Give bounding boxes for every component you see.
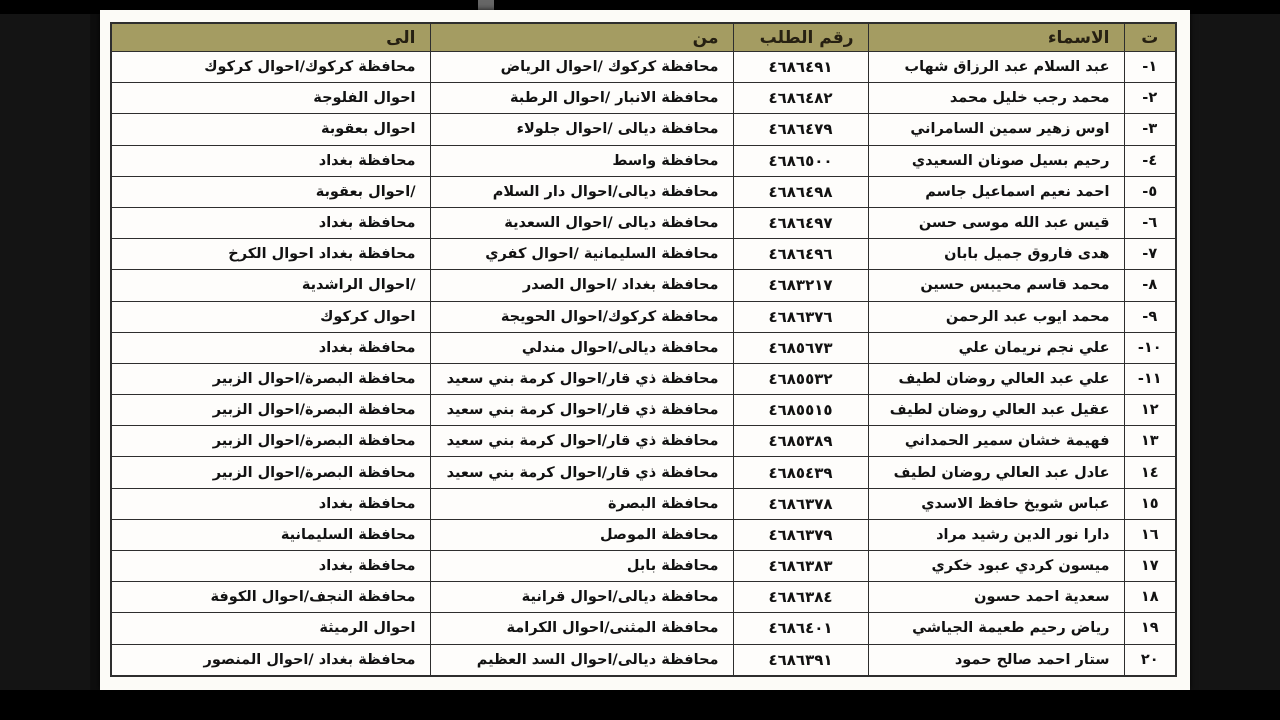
cell-name: ميسون كردي عبود خكري	[868, 551, 1124, 582]
table-row	[111, 176, 1176, 207]
cell-name: فهيمة خشان سمير الحمداني	[868, 426, 1124, 457]
cell-name: احمد نعيم اسماعيل جاسم	[868, 176, 1124, 207]
table-row	[111, 644, 1176, 676]
cell-serial: ١٥	[1124, 488, 1176, 519]
cell-serial: ١٤	[1124, 457, 1176, 488]
table-row	[111, 582, 1176, 613]
table-row	[111, 114, 1176, 145]
table-row	[111, 519, 1176, 550]
cell-request-number: ٤٦٨٦٤٨٢	[733, 83, 868, 114]
cell-to: محافظة البصرة/احوال الزبير	[111, 363, 430, 394]
col-header-serial: ت	[1124, 23, 1176, 52]
cell-from: محافظة الموصل	[430, 519, 733, 550]
cell-request-number: ٤٦٨٥٤٣٩	[733, 457, 868, 488]
table-row	[111, 363, 1176, 394]
cell-from: محافظة المثنى/احوال الكرامة	[430, 613, 733, 644]
cell-to: محافظة البصرة/احوال الزبير	[111, 457, 430, 488]
cell-from: محافظة ديالى /احوال جلولاء	[430, 114, 733, 145]
cell-request-number: ٤٦٨٦٥٠٠	[733, 145, 868, 176]
cell-serial: ١٩	[1124, 613, 1176, 644]
cell-name: عقيل عبد العالي روضان لطيف	[868, 395, 1124, 426]
cell-name: رياض رحيم طعيمة الجياشي	[868, 613, 1124, 644]
table-row	[111, 332, 1176, 363]
cell-to: محافظة كركوك/احوال كركوك	[111, 52, 430, 83]
cell-from: محافظة كركوك /احوال الرياض	[430, 52, 733, 83]
cell-to: محافظة النجف/احوال الكوفة	[111, 582, 430, 613]
cell-name: عبد السلام عبد الرزاق شهاب	[868, 52, 1124, 83]
cell-request-number: ٤٦٨٦٣٧٩	[733, 519, 868, 550]
cell-to: احوال الرميثة	[111, 613, 430, 644]
cell-name: اوس زهير سمين السامراني	[868, 114, 1124, 145]
cell-serial: ٨-	[1124, 270, 1176, 301]
cell-name: ستار احمد صالح حمود	[868, 644, 1124, 676]
cell-to: /احوال الراشدية	[111, 270, 430, 301]
cell-request-number: ٤٦٨٥٦٧٣	[733, 332, 868, 363]
left-letterbox	[0, 0, 90, 720]
col-header-names: الاسماء	[868, 23, 1124, 52]
cell-serial: ٩-	[1124, 301, 1176, 332]
table-row	[111, 395, 1176, 426]
transfer-requests-table	[110, 22, 1177, 677]
cell-request-number: ٤٦٨٥٥١٥	[733, 395, 868, 426]
cell-from: محافظة الانبار /احوال الرطبة	[430, 83, 733, 114]
cell-request-number: ٤٦٨٦٣٧٦	[733, 301, 868, 332]
cell-to: محافظة بغداد احوال الكرخ	[111, 239, 430, 270]
cell-from: محافظة ديالى/احوال مندلي	[430, 332, 733, 363]
letterbox-bottom	[0, 690, 1280, 720]
cell-serial: ١٢	[1124, 395, 1176, 426]
cell-request-number: ٤٦٨٦٣٧٨	[733, 488, 868, 519]
cell-serial: ١٠-	[1124, 332, 1176, 363]
cell-name: عادل عبد العالي روضان لطيف	[868, 457, 1124, 488]
table-row	[111, 83, 1176, 114]
table-row	[111, 207, 1176, 238]
cell-name: محمد ايوب عبد الرحمن	[868, 301, 1124, 332]
cell-serial: ١٦	[1124, 519, 1176, 550]
cell-name: دارا نور الدين رشيد مراد	[868, 519, 1124, 550]
cell-to: احوال بعقوبة	[111, 114, 430, 145]
table-row	[111, 239, 1176, 270]
cell-to: محافظة بغداد /احوال المنصور	[111, 644, 430, 676]
cell-to: محافظة بغداد	[111, 145, 430, 176]
cell-to: محافظة بغداد	[111, 551, 430, 582]
cell-from: محافظة السليمانية /احوال كفري	[430, 239, 733, 270]
cell-request-number: ٤٦٨٦٣٩١	[733, 644, 868, 676]
cell-name: هدى فاروق جميل بابان	[868, 239, 1124, 270]
cell-to: محافظة البصرة/احوال الزبير	[111, 395, 430, 426]
cell-name: عباس شويخ حافظ الاسدي	[868, 488, 1124, 519]
cell-to: محافظة بغداد	[111, 207, 430, 238]
cell-to: محافظة السليمانية	[111, 519, 430, 550]
cell-from: محافظة ذي قار/احوال كرمة بني سعيد	[430, 363, 733, 394]
cell-request-number: ٤٦٨٥٣٨٩	[733, 426, 868, 457]
cell-to: احوال الفلوجة	[111, 83, 430, 114]
col-header-to: الى	[111, 23, 430, 52]
cell-serial: ٥-	[1124, 176, 1176, 207]
col-header-from: من	[430, 23, 733, 52]
cell-serial: ١٣	[1124, 426, 1176, 457]
cell-name: رحيم بسيل صونان السعيدي	[868, 145, 1124, 176]
cell-serial: ١-	[1124, 52, 1176, 83]
cell-serial: ٢-	[1124, 83, 1176, 114]
table-row	[111, 613, 1176, 644]
cell-request-number: ٤٦٨٦٤٩٦	[733, 239, 868, 270]
cell-to: /احوال بعقوبة	[111, 176, 430, 207]
cell-serial: ٢٠	[1124, 644, 1176, 676]
cell-from: محافظة ديالى /احوال السعدية	[430, 207, 733, 238]
table-row	[111, 270, 1176, 301]
cell-from: محافظة ديالى/احوال قرانية	[430, 582, 733, 613]
cell-from: محافظة ذي قار/احوال كرمة بني سعيد	[430, 395, 733, 426]
header-row	[111, 23, 1176, 52]
cell-name: سعدية احمد حسون	[868, 582, 1124, 613]
cell-request-number: ٤٦٨٣٢١٧	[733, 270, 868, 301]
cell-to: محافظة البصرة/احوال الزبير	[111, 426, 430, 457]
cell-serial: ١٧	[1124, 551, 1176, 582]
cell-serial: ٦-	[1124, 207, 1176, 238]
table-row	[111, 457, 1176, 488]
cell-name: محمد رجب خليل محمد	[868, 83, 1124, 114]
cell-from: محافظة ديالى/احوال دار السلام	[430, 176, 733, 207]
cell-to: محافظة بغداد	[111, 488, 430, 519]
cell-serial: ٧-	[1124, 239, 1176, 270]
table-row	[111, 551, 1176, 582]
right-letterbox	[1190, 0, 1280, 720]
cell-request-number: ٤٦٨٥٥٣٢	[733, 363, 868, 394]
cell-from: محافظة كركوك/احوال الحويجة	[430, 301, 733, 332]
cell-name: علي نجم نريمان علي	[868, 332, 1124, 363]
cell-name: علي عبد العالي روضان لطيف	[868, 363, 1124, 394]
cell-from: محافظة البصرة	[430, 488, 733, 519]
cell-serial: ٤-	[1124, 145, 1176, 176]
cell-request-number: ٤٦٨٦٤٩١	[733, 52, 868, 83]
cell-request-number: ٤٦٨٦٤٩٨	[733, 176, 868, 207]
cell-to: محافظة بغداد	[111, 332, 430, 363]
col-header-request-number: رقم الطلب	[733, 23, 868, 52]
cell-request-number: ٤٦٨٦٤٧٩	[733, 114, 868, 145]
cell-name: محمد قاسم محيبس حسين	[868, 270, 1124, 301]
document-page	[100, 10, 1190, 690]
table-row	[111, 145, 1176, 176]
table-row	[111, 488, 1176, 519]
cell-request-number: ٤٦٨٦٣٨٣	[733, 551, 868, 582]
table-row	[111, 52, 1176, 83]
cell-from: محافظة بغداد /احوال الصدر	[430, 270, 733, 301]
cell-serial: ٣-	[1124, 114, 1176, 145]
cell-serial: ١١-	[1124, 363, 1176, 394]
cell-name: قيس عبد الله موسى حسن	[868, 207, 1124, 238]
cell-from: محافظة ذي قار/احوال كرمة بني سعيد	[430, 426, 733, 457]
table-row	[111, 301, 1176, 332]
table-row	[111, 426, 1176, 457]
cell-request-number: ٤٦٨٦٤٩٧	[733, 207, 868, 238]
cell-request-number: ٤٦٨٦٤٠١	[733, 613, 868, 644]
cell-request-number: ٤٦٨٦٣٨٤	[733, 582, 868, 613]
cell-to: احوال كركوك	[111, 301, 430, 332]
cell-from: محافظة ذي قار/احوال كرمة بني سعيد	[430, 457, 733, 488]
cell-from: محافظة ديالى/احوال السد العظيم	[430, 644, 733, 676]
cell-from: محافظة واسط	[430, 145, 733, 176]
cell-from: محافظة بابل	[430, 551, 733, 582]
cell-serial: ١٨	[1124, 582, 1176, 613]
